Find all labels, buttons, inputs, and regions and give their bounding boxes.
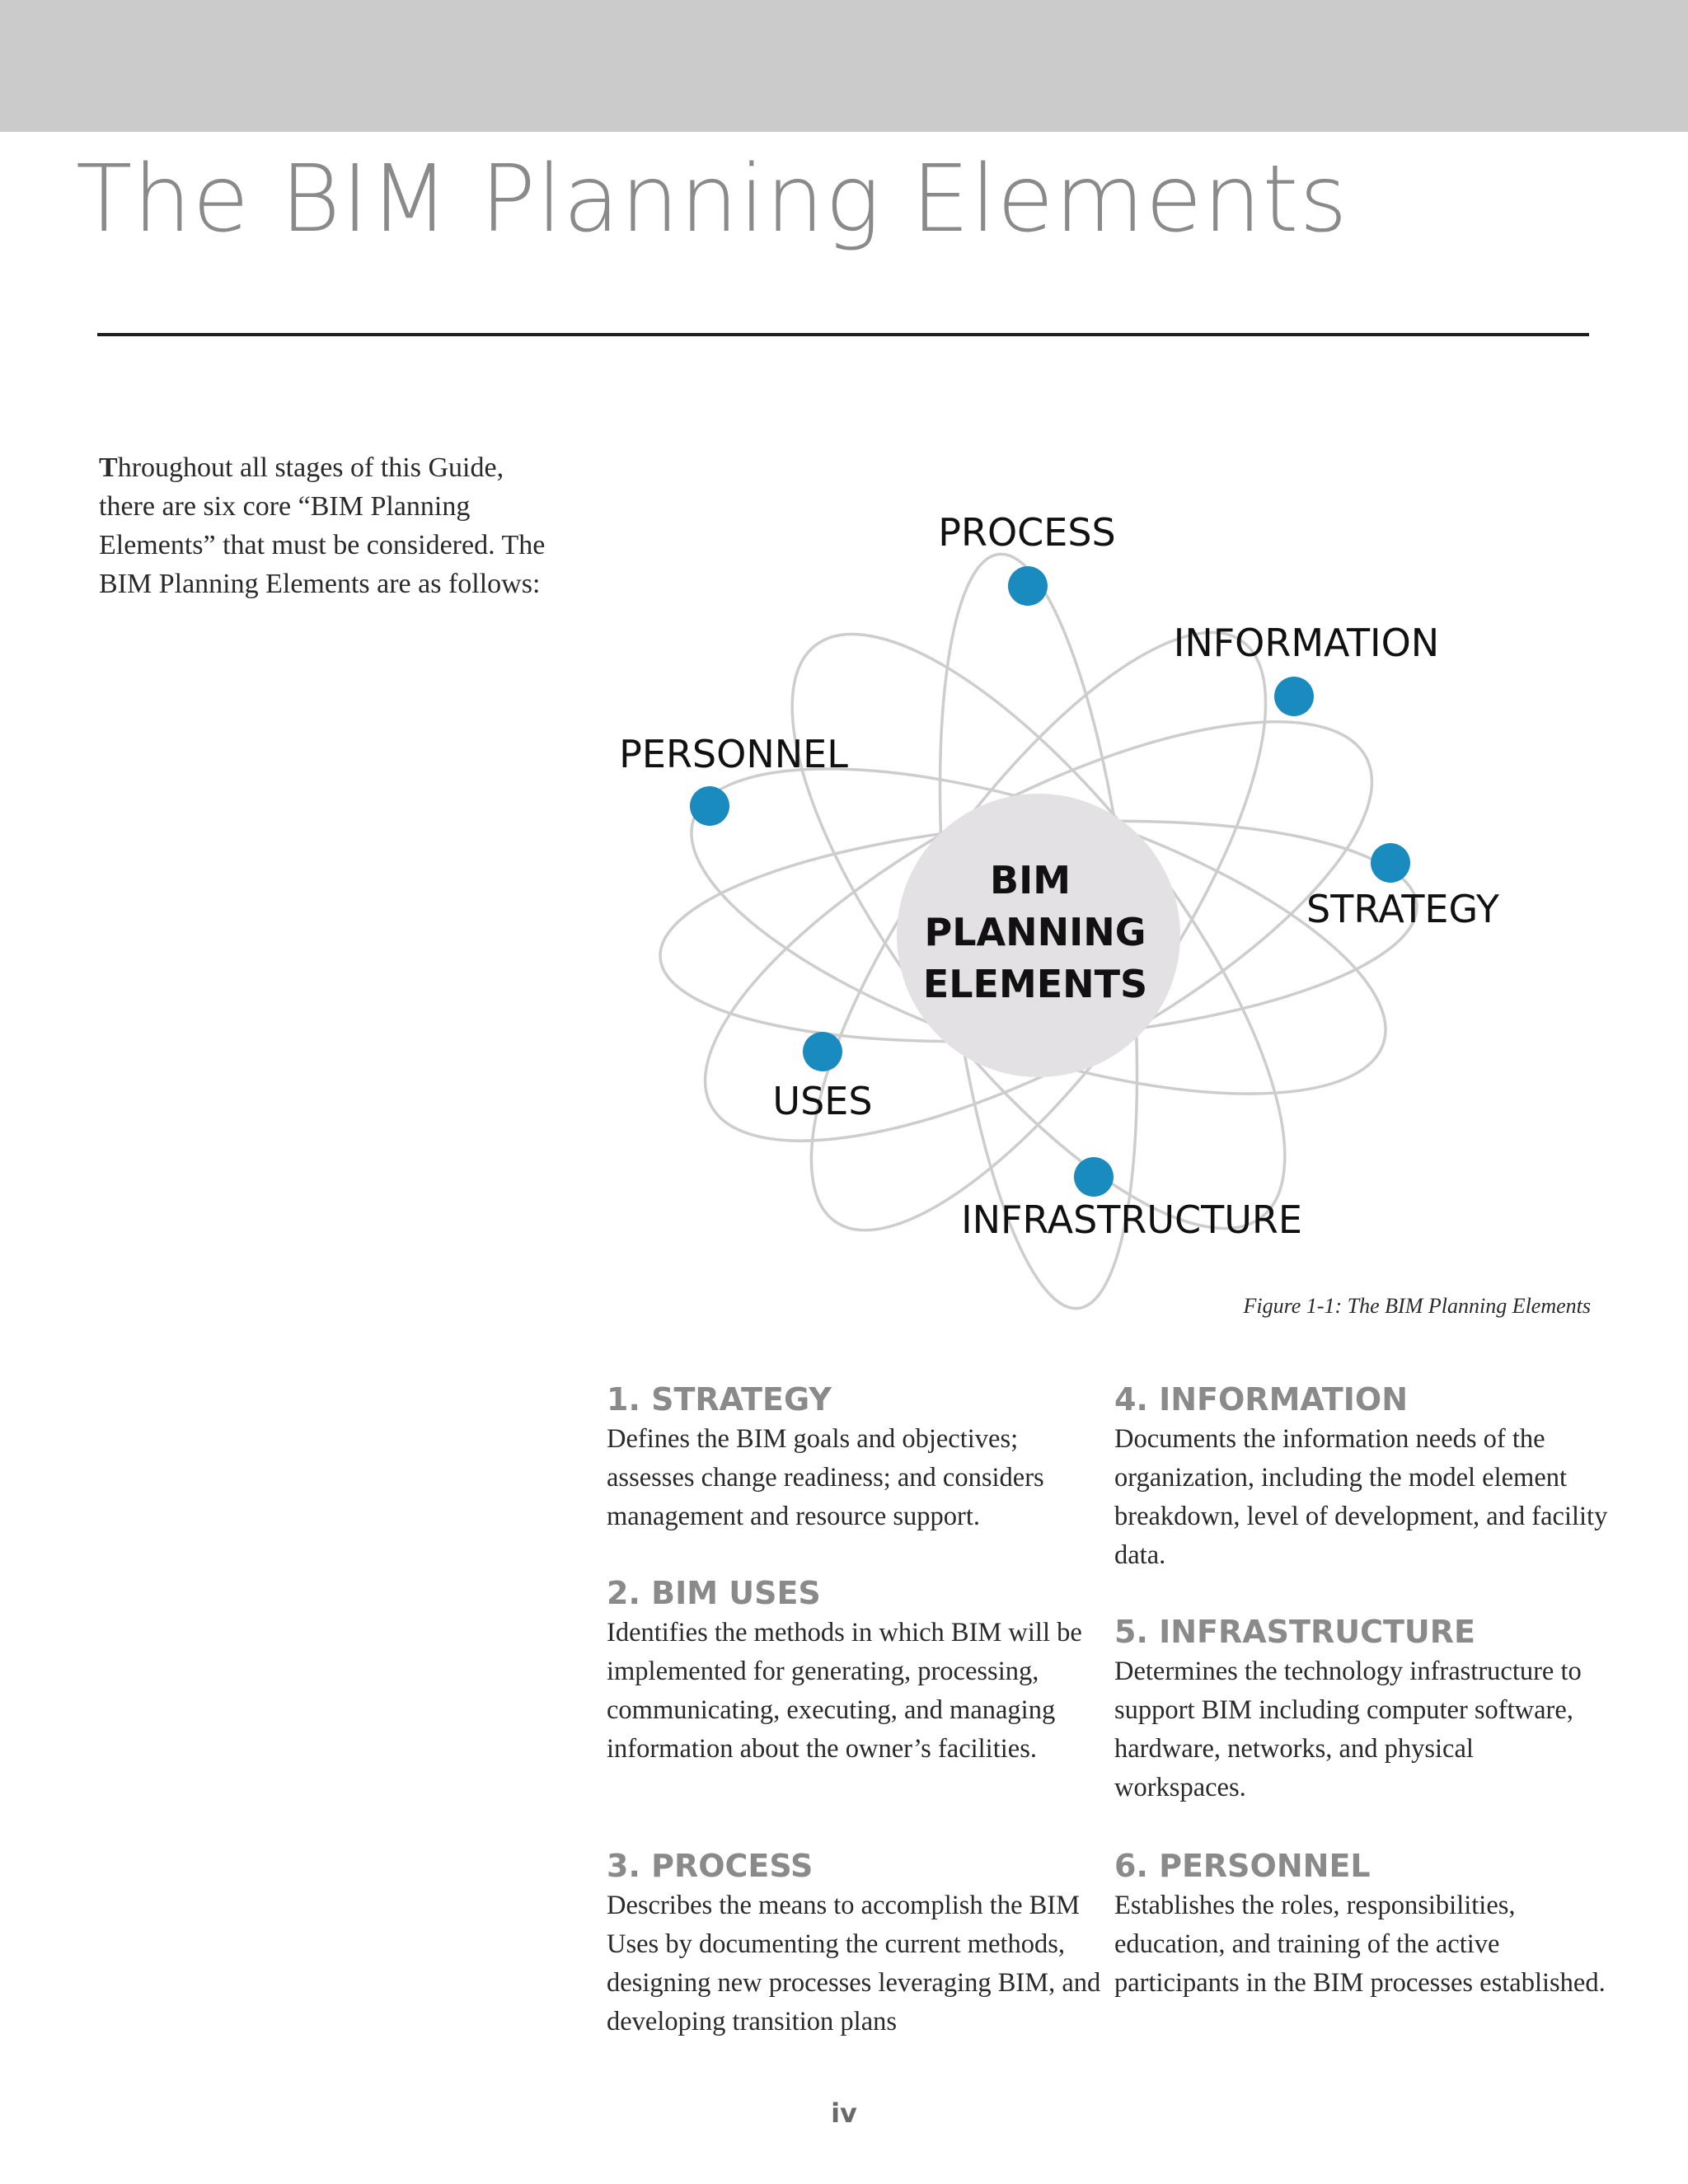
section-title: 6. PERSONNEL [1114,1848,1371,1884]
section-title: 3. PROCESS [607,1848,814,1884]
uses-label: USES [772,1079,873,1123]
personnel-label: PERSONNEL [619,732,848,776]
bim-planning-elements-diagram [577,494,1607,1335]
section-body: Defines the BIM goals and objectives; assesses change readiness; and considers management and resource support. [607,1424,1044,1531]
infrastructure-node [1074,1157,1114,1197]
process-node [1008,566,1048,606]
information-node [1274,677,1314,716]
intro-text: hroughout all stages of this Guide, there are six core “BIM Planning Elements” that must be considered. The BIM Planning Elements are as follows: [99,452,546,599]
section-bim-uses [607,1574,1101,1769]
process-label: PROCESS [938,510,1116,555]
section-process [607,1847,1101,2041]
section-body: Describes the means to accomplish the BIM Uses by documenting the current methods, designing new processes leveraging BIM, and developing transition plans [607,1891,1101,2036]
page-number: iv [831,2097,857,2129]
intro-dropcap: T [99,452,118,483]
section-body: Identifies the methods in which BIM will be implemented for generating, processing, communicating, executing, and managing information about the owner’s facilities. [607,1618,1082,1764]
section-information [1114,1380,1609,1575]
center-label-line2: PLANNING [924,910,1146,954]
center-label-line3: ELEMENTS [922,962,1148,1006]
uses-node [803,1032,842,1071]
section-title: 2. BIM USES [607,1575,821,1611]
section-infrastructure [1114,1613,1609,1807]
page-title: The BIM Planning Elements [76,146,1348,253]
section-title: 5. INFRASTRUCTURE [1114,1614,1475,1650]
section-body: Determines the technology infrastructure to support BIM including computer software, hardware, networks, and physical workspaces. [1114,1657,1582,1802]
intro-paragraph [99,448,560,603]
strategy-label: STRATEGY [1306,887,1499,931]
title-divider [97,333,1589,336]
section-personnel [1114,1847,1609,2003]
center-label-line1: BIM [990,858,1071,902]
strategy-node [1371,843,1410,883]
section-body: Documents the information needs of the organization, including the model element breakdown, level of development, and facility data. [1114,1424,1608,1570]
section-body: Establishes the roles, responsibilities, education, and training of the active participants in the BIM processes established. [1114,1891,1606,1998]
infrastructure-label: INFRASTRUCTURE [961,1197,1302,1242]
information-label: INFORMATION [1173,621,1440,665]
section-title: 4. INFORMATION [1114,1381,1409,1418]
header-band [0,0,1688,132]
section-strategy [607,1380,1101,1536]
personnel-node [690,786,729,826]
section-title: 1. STRATEGY [607,1381,832,1418]
figure-caption: Figure 1-1: The BIM Planning Elements [1243,1294,1591,1318]
